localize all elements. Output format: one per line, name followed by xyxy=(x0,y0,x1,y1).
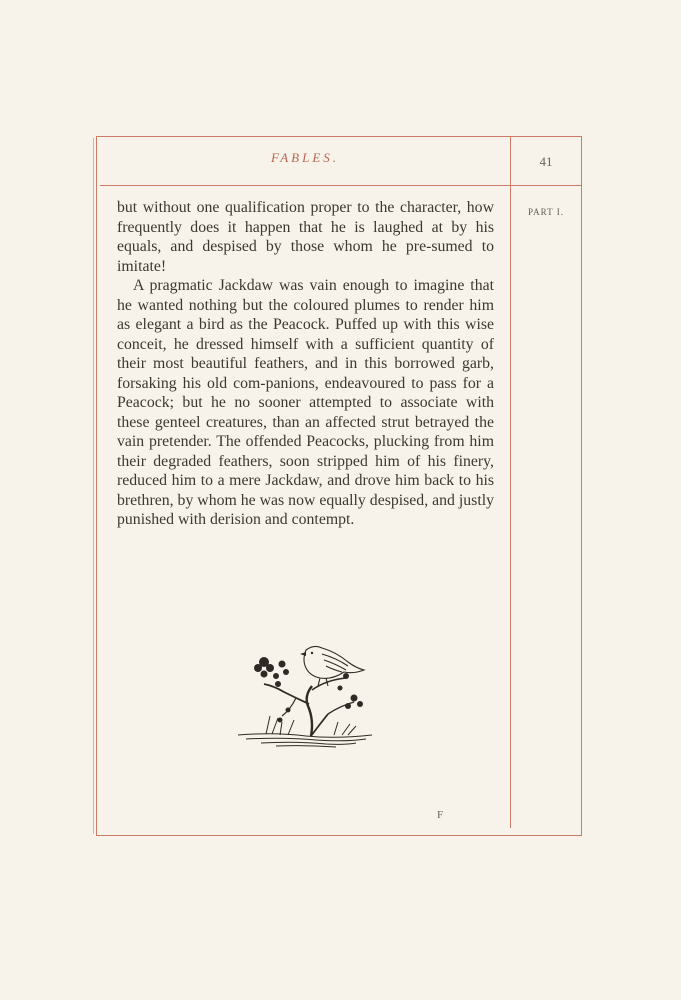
header-rule xyxy=(100,185,581,186)
running-head: FABLES. xyxy=(270,150,340,165)
frame-left-shadow xyxy=(93,138,94,834)
signature-mark: F xyxy=(436,809,444,821)
paragraph-1: but without one qualification proper to the character, how frequently does it happen that he is laughed at by his equals, and despised by those whom he pre-sumed to imitate! xyxy=(117,199,494,275)
body-text xyxy=(117,198,494,530)
bird-on-branch-vignette xyxy=(236,640,376,750)
margin-divider xyxy=(510,136,511,828)
vignette-icon xyxy=(236,640,376,750)
margin-note: PART I. xyxy=(528,207,564,217)
page-number: 41 xyxy=(539,154,553,169)
paragraph-2: A pragmatic Jackdaw was vain enough to imagine that he wanted nothing but the coloured plumes to render him as elegant a bird as the Peacock. Puffed up with this wise conceit, he dressed himself with a sufficient quantity of their most beautiful feathers, and in this borrowed garb, forsaking his old com-panions, endeavoured to pass for a Peacock; but he no sooner attempted to associate with these genteel creatures, than an affected strut betrayed the vain pretender. The offended Peacocks, plucking from him their degraded feathers, soon stripped him of his finery, reduced him to a mere Jackdaw, and drove him back to his brethren, by whom he was now equally despised, and justly punished with derision and contempt. xyxy=(117,277,494,528)
